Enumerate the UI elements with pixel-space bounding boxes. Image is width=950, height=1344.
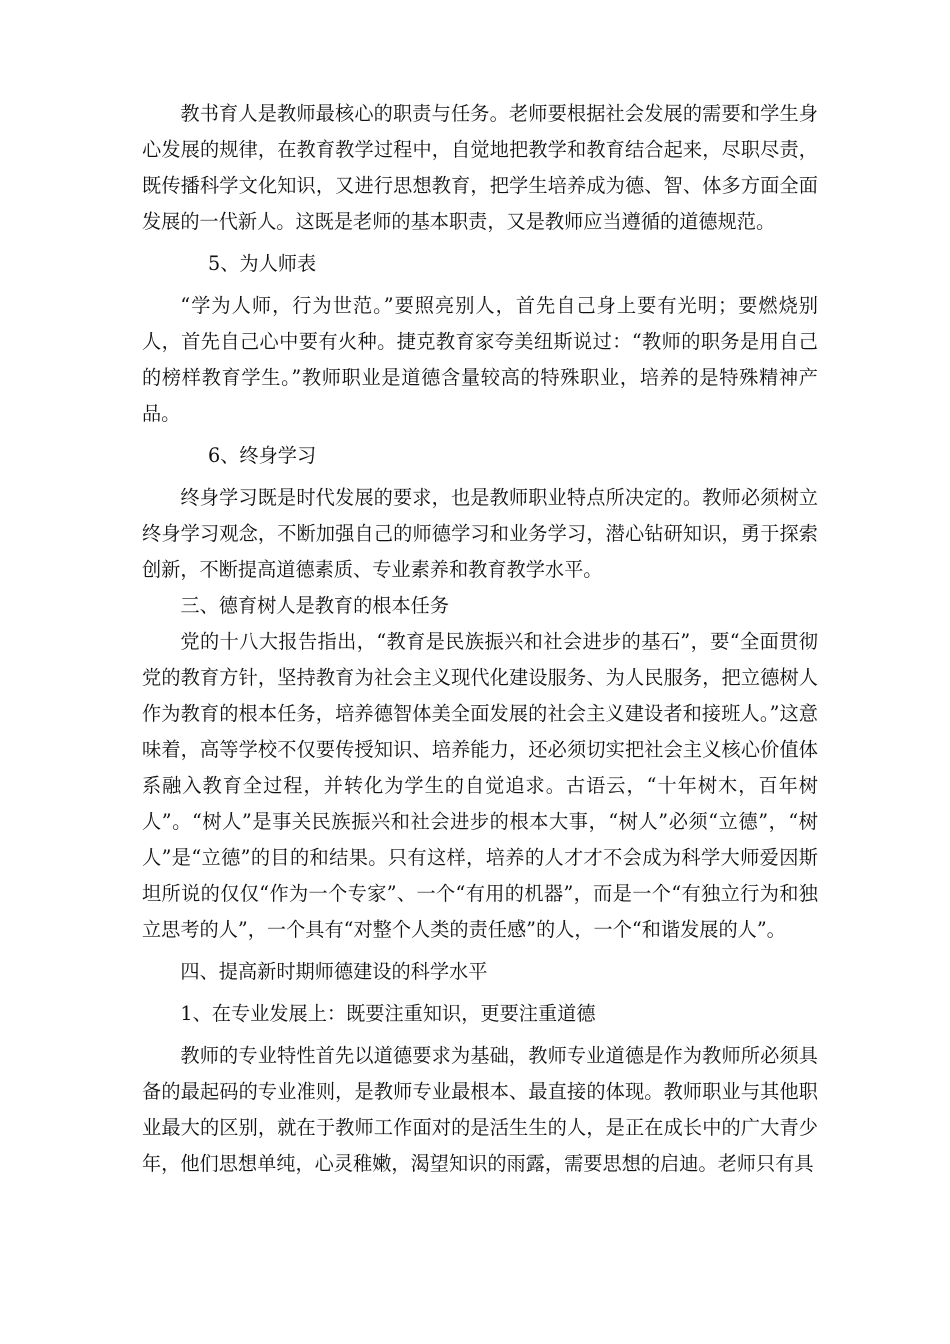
paragraph-teaching-duty: 教书育人是教师最核心的职责与任务。老师要根据社会发展的需要和学生身心发展的规律，在教育教学过程中，自觉地把教学和教育结合起来，尽职尽责，既传播科学文化知识，又进行思想教育，把学生培养成为德、智、体多方面全面发展的一代新人。这既是老师的基本职责，又是教师应当遵循的道德规范。 <box>142 102 818 233</box>
paragraph-moral-education: 党的十八大报告指出，“教育是民族振兴和社会进步的基石”，要“全面贯彻党的教育方针，坚持教育为社会主义现代化建设服务、为人民服务，把立德树人作为教育的根本任务，培养德智体美全面发展的社会主义建设者和接班人。”这意味着，高等学校不仅要传授知识、培养能力，还必须切实把社会主义核心价值体系融入教育全过程，并转化为学生的自觉追求。古语云，“十年树木，百年树人”。“树人”是事关民族振兴和社会进步的根本大事，“树人”必须“立德”，“树人”是“立德”的目的和结果。只有这样，培养的人才才不会成为科学大师爱因斯坦所说的仅仅“作为一个专家”、一个“有用的机器”，而是一个“有独立行为和独立思考的人”，一个具有“对整个人类的责任感”的人，一个“和谐发展的人”。 <box>142 630 818 941</box>
heading-section-three: 三、德育树人是教育的根本任务 <box>180 594 450 617</box>
heading-role-model: 5、为人师表 <box>208 252 317 275</box>
paragraph-role-model: “学为人师，行为世范。”要照亮别人，首先自己身上要有光明；要燃烧别人，首先自己心中要有火种。捷克教育家夸美纽斯说过：“教师的职务是用自己的榜样教育学生。”教师职业是道德含量较高的特殊职业，培养的是特殊精神产品。 <box>142 294 818 425</box>
document-page <box>142 96 818 1182</box>
heading-professional-development: 1、在专业发展上：既要注重知识，更要注重道德 <box>180 1002 596 1025</box>
heading-lifelong-learning: 6、终身学习 <box>208 444 317 467</box>
paragraph-professional-ethics: 教师的专业特性首先以道德要求为基础，教师专业道德是作为教师所必须具备的最起码的专业准则，是教师专业最根本、最直接的体现。教师职业与其他职业最大的区别，就在于教师工作面对的是活生生的人，是正在成长中的广大青少年，他们思想单纯，心灵稚嫩，渴望知识的雨露，需要思想的启迪。老师只有具 <box>142 1044 818 1175</box>
heading-section-four: 四、提高新时期师德建设的科学水平 <box>180 960 488 983</box>
paragraph-lifelong-learning: 终身学习既是时代发展的要求，也是教师职业特点所决定的。教师必须树立终身学习观念，不断加强自己的师德学习和业务学习，潜心钻研知识，勇于探索创新，不断提高道德素质、专业素养和教育教学水平。 <box>142 486 818 581</box>
